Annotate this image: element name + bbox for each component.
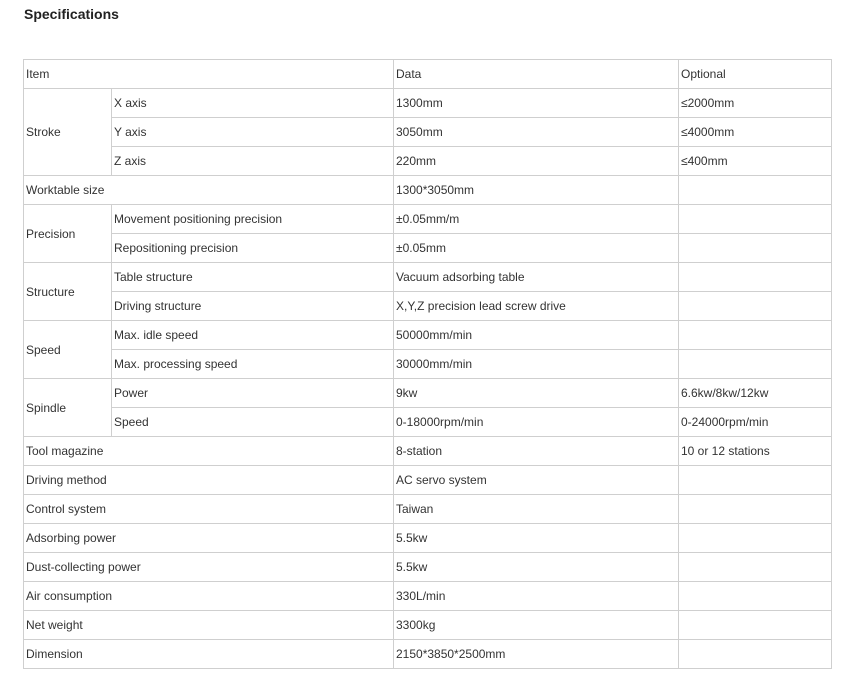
row-optional	[679, 495, 832, 524]
row-label: Dimension	[24, 640, 394, 669]
row-optional	[679, 553, 832, 582]
row-optional	[679, 205, 832, 234]
row-label: Net weight	[24, 611, 394, 640]
row-label: Repositioning precision	[112, 234, 394, 263]
row-optional: ≤4000mm	[679, 118, 832, 147]
row-optional: 10 or 12 stations	[679, 437, 832, 466]
row-data: 5.5kw	[394, 524, 679, 553]
table-row	[24, 234, 832, 263]
row-label: Control system	[24, 495, 394, 524]
table-row	[24, 611, 832, 640]
header-data: Data	[394, 60, 679, 89]
row-data: Taiwan	[394, 495, 679, 524]
table-row	[24, 524, 832, 553]
row-data: 3300kg	[394, 611, 679, 640]
specifications-table	[23, 59, 832, 669]
row-label: Speed	[112, 408, 394, 437]
table-row	[24, 147, 832, 176]
row-label: X axis	[112, 89, 394, 118]
table-header-row	[24, 60, 832, 89]
row-data: 50000mm/min	[394, 321, 679, 350]
row-label: Worktable size	[24, 176, 394, 205]
row-optional	[679, 524, 832, 553]
row-label: Driving method	[24, 466, 394, 495]
group-label-stroke: Stroke	[24, 89, 112, 176]
row-label: Max. idle speed	[112, 321, 394, 350]
row-optional	[679, 234, 832, 263]
row-data: 220mm	[394, 147, 679, 176]
row-optional	[679, 263, 832, 292]
header-optional: Optional	[679, 60, 832, 89]
row-data: 8-station	[394, 437, 679, 466]
table-row	[24, 582, 832, 611]
row-data: 330L/min	[394, 582, 679, 611]
row-optional	[679, 582, 832, 611]
row-label: Air consumption	[24, 582, 394, 611]
table-row	[24, 437, 832, 466]
row-optional: 6.6kw/8kw/12kw	[679, 379, 832, 408]
row-optional	[679, 292, 832, 321]
row-data: 3050mm	[394, 118, 679, 147]
row-data: Vacuum adsorbing table	[394, 263, 679, 292]
row-optional: 0-24000rpm/min	[679, 408, 832, 437]
row-optional	[679, 321, 832, 350]
row-data: 1300mm	[394, 89, 679, 118]
row-optional	[679, 350, 832, 379]
group-label-structure: Structure	[24, 263, 112, 321]
row-label: Table structure	[112, 263, 394, 292]
row-label: Max. processing speed	[112, 350, 394, 379]
table-row	[24, 263, 832, 292]
row-optional	[679, 466, 832, 495]
group-label-speed: Speed	[24, 321, 112, 379]
row-label: Movement positioning precision	[112, 205, 394, 234]
row-data: 0-18000rpm/min	[394, 408, 679, 437]
table-row	[24, 640, 832, 669]
row-optional: ≤400mm	[679, 147, 832, 176]
table-row	[24, 379, 832, 408]
row-data: 9kw	[394, 379, 679, 408]
row-label: Driving structure	[112, 292, 394, 321]
table-row	[24, 205, 832, 234]
table-row	[24, 408, 832, 437]
row-data: 1300*3050mm	[394, 176, 679, 205]
table-row	[24, 321, 832, 350]
table-row	[24, 495, 832, 524]
row-data: X,Y,Z precision lead screw drive	[394, 292, 679, 321]
header-item: Item	[24, 60, 394, 89]
row-data: ±0.05mm	[394, 234, 679, 263]
row-label: Adsorbing power	[24, 524, 394, 553]
row-optional: ≤2000mm	[679, 89, 832, 118]
table-row	[24, 118, 832, 147]
table-row	[24, 89, 832, 118]
table-row	[24, 176, 832, 205]
row-data: 5.5kw	[394, 553, 679, 582]
row-data: AC servo system	[394, 466, 679, 495]
row-data: ±0.05mm/m	[394, 205, 679, 234]
row-label: Dust-collecting power	[24, 553, 394, 582]
row-label: Y axis	[112, 118, 394, 147]
page-title: Specifications	[24, 6, 119, 22]
row-optional	[679, 640, 832, 669]
row-data: 30000mm/min	[394, 350, 679, 379]
row-data: 2150*3850*2500mm	[394, 640, 679, 669]
group-label-spindle: Spindle	[24, 379, 112, 437]
table-row	[24, 466, 832, 495]
table-row	[24, 350, 832, 379]
row-label: Z axis	[112, 147, 394, 176]
table-row	[24, 292, 832, 321]
row-label: Tool magazine	[24, 437, 394, 466]
row-optional	[679, 176, 832, 205]
row-label: Power	[112, 379, 394, 408]
row-optional	[679, 611, 832, 640]
table-row	[24, 553, 832, 582]
group-label-precision: Precision	[24, 205, 112, 263]
